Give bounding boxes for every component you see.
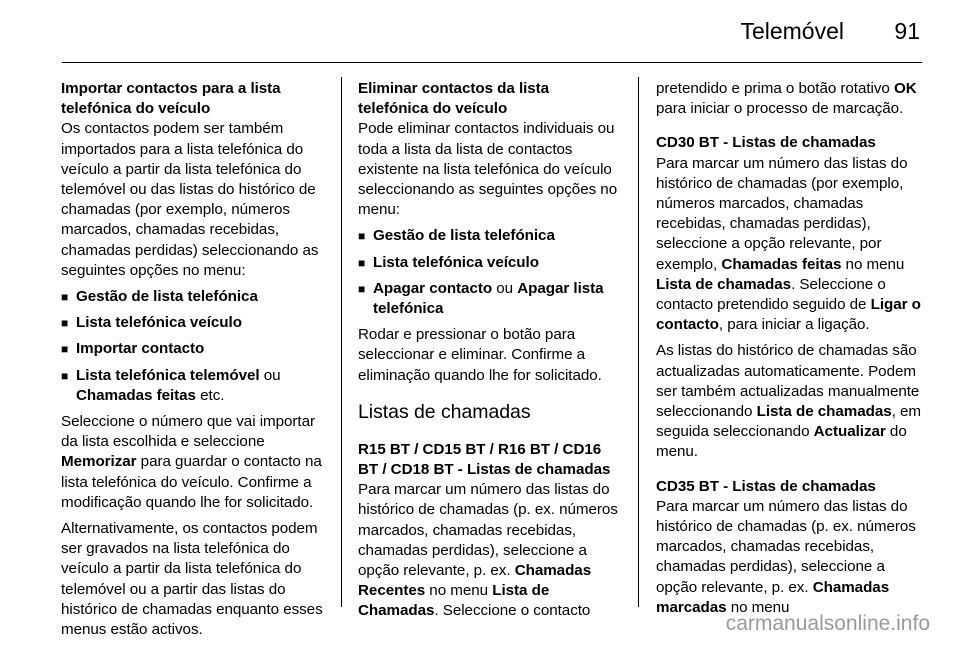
column-divider-1 (341, 77, 342, 607)
paragraph-alternative: Alternativamente, os contactos podem ser gravados na lista telefónica do veículo a partir da lista telefónica do telemóvel ou a partir das listas do histórico de chamadas enquanto esses menus estão activos. (61, 520, 323, 639)
list-item: ■ Lista telefónica veículo (358, 253, 622, 273)
column-divider-2 (638, 77, 639, 607)
section-heading-delete: Eliminar contactos da lista telefónica do veículo (358, 80, 550, 118)
sub-heading-r15: R15 BT / CD15 BT / R16 BT / CD16 BT / CD18 BT - Listas de chamadas (358, 440, 611, 479)
list-item: ■ Lista telefónica telemóvel ou Chamadas feitas etc. (61, 366, 281, 404)
list-item: ■ Gestão de lista telefónica (358, 226, 622, 246)
column-1 (61, 79, 325, 646)
paragraph-ok-dial: pretendido e prima o botão rotativo OK para iniciar o processo de marcação. (656, 80, 917, 118)
bullet-square-icon: ■ (61, 342, 69, 357)
paragraph-delete-intro: Pode eliminar contactos individuais ou toda a lista da lista de contactos existente na lista telefónica do veículo seleccionando as seguintes opções no menu: (358, 120, 618, 219)
menu-option-list (61, 287, 325, 406)
paragraph-import-intro: Os contactos podem ser também importados para a lista telefónica do veículo a partir da lista telefónica do telemóvel ou das listas do histórico de chamadas (por exemplo, números marcados, chamadas recebidas, chamadas perdidas) seleccionando as seguintes opções no menu: (61, 120, 319, 279)
column-2 (358, 79, 622, 628)
list-item: ■ Lista telefónica veículo (61, 313, 325, 333)
list-item: ■ Gestão de lista telefónica (61, 287, 325, 307)
sub-heading-cd30: CD30 BT - Listas de chamadas (656, 134, 876, 152)
paragraph-delete-confirm: Rodar e pressionar o botão para seleccionar e eliminar. Confirme a eliminação quando lhe for solicitado. (358, 326, 602, 384)
section-title-call-lists: Listas de chamadas (358, 400, 531, 423)
paragraph-update-lists: As listas do histórico de chamadas são actualizadas automaticamente. Podem ser também actualizadas manualmente seleccionando Lista de chamadas, em seguida seleccionando Actualizar do menu. (656, 342, 922, 461)
bullet-square-icon: ■ (61, 316, 69, 331)
paragraph-r15-calls: Para marcar um número das listas do histórico de chamadas (p. ex. números marcados, chamadas recebidas, chamadas perdidas), seleccione a opção relevante, p. ex. Chamadas Recentes no menu Lista de Chamadas. Seleccione o contacto (358, 481, 618, 620)
paragraph-cd30-calls: Para marcar um número das listas do histórico de chamadas (por exemplo, números marcados, chamadas recebidas, chamadas perdidas), seleccione a opção relevante, por exemplo, Chamadas feitas no menu Lista de chamadas. Seleccione o contacto pretendido seguido de Ligar o contacto, para iniciar a ligação. (656, 154, 921, 334)
bullet-square-icon: ■ (358, 281, 366, 296)
sub-heading-cd35: CD35 BT - Listas de chamadas (656, 477, 876, 495)
bullet-square-icon: ■ (61, 368, 69, 383)
bullet-square-icon: ■ (358, 255, 366, 270)
bullet-square-icon: ■ (358, 229, 366, 244)
bullet-square-icon: ■ (61, 290, 69, 305)
list-item: ■ Importar contacto (61, 339, 325, 359)
list-item: ■ Apagar contacto ou Apagar lista telefónica (358, 279, 604, 318)
page-title: Telemóvel (740, 18, 844, 44)
menu-option-list (358, 226, 622, 319)
watermark-text: carmanualsonline.info (725, 612, 930, 635)
paragraph-cd35-calls: Para marcar um número das listas do histórico de chamadas (p. ex. números marcados, chamadas recebidas, chamadas perdidas), seleccione a opção relevante, p. ex. Chamadas marcadas no menu (656, 497, 916, 616)
page-header (62, 0, 922, 63)
page-number: 91 (894, 18, 920, 44)
column-3 (656, 79, 924, 624)
section-heading-import: Importar contactos para a lista telefónica do veículo (61, 80, 281, 118)
paragraph-memorize: Seleccione o número que vai importar da lista escolhida e seleccione Memorizar para guardar o contacto na lista telefónica do veículo. Confirme a modificação quando lhe for solicitado. (61, 413, 322, 511)
